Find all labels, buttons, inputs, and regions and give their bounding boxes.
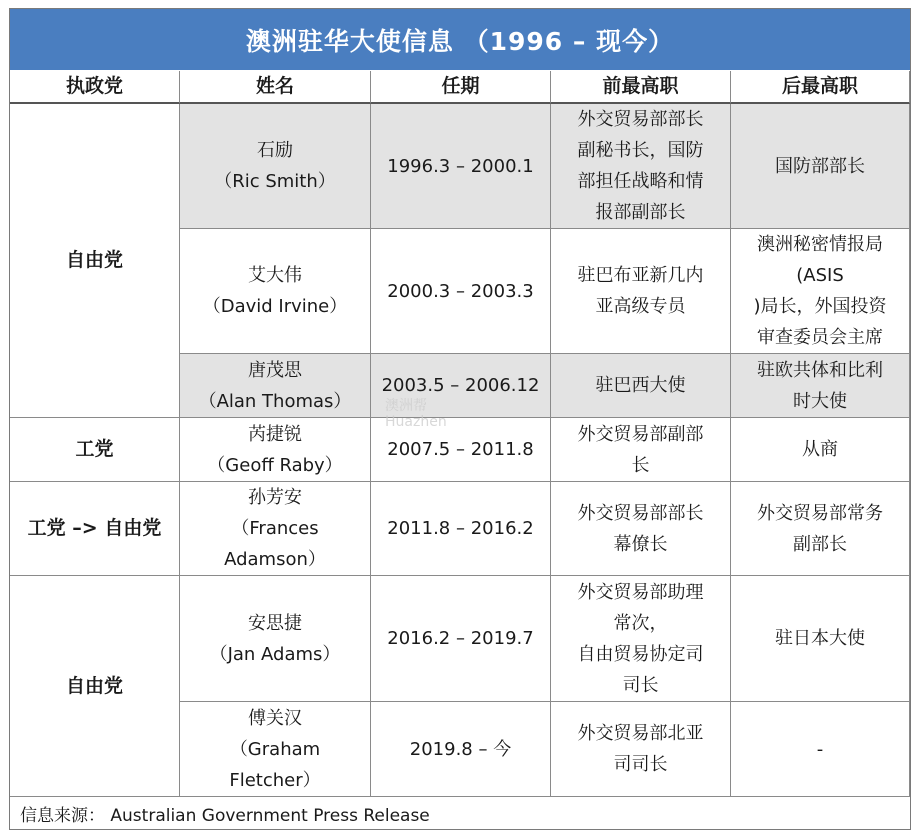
next-post-cell bbox=[731, 576, 910, 702]
party-cell: 工党 bbox=[10, 418, 180, 482]
next-post-cell bbox=[731, 104, 910, 229]
name-chinese: 傅关汉 bbox=[247, 707, 302, 729]
previous-post-line: 外交贸易部部长 bbox=[577, 109, 704, 130]
previous-post-cell bbox=[551, 576, 731, 702]
next-post bbox=[775, 151, 865, 182]
name-chinese: 安思捷 bbox=[248, 612, 302, 634]
previous-post-line: 亚高级专员 bbox=[595, 296, 686, 317]
next-post bbox=[757, 355, 883, 417]
previous-post-cell bbox=[551, 104, 731, 229]
term-cell: 1996.3 – 2000.1 bbox=[371, 104, 551, 229]
previous-post bbox=[578, 577, 704, 701]
previous-post bbox=[578, 260, 704, 322]
name-chinese: 芮捷锐 bbox=[247, 423, 302, 445]
ambassador-name-cell bbox=[180, 576, 371, 702]
previous-post bbox=[596, 370, 686, 401]
name-chinese: 孙芳安 bbox=[247, 487, 302, 508]
next-post-line: 外交贸易部常务 bbox=[757, 502, 883, 524]
previous-post bbox=[578, 419, 704, 481]
party-cell: 自由党 bbox=[10, 576, 180, 797]
previous-post bbox=[578, 718, 704, 780]
previous-post-line: 司长 bbox=[622, 674, 659, 696]
name-chinese: 唐茂思 bbox=[248, 359, 302, 381]
next-post-line: 驻日本大使 bbox=[775, 628, 865, 649]
next-post-line: 澳洲秘密情报局 bbox=[757, 234, 883, 255]
previous-post-line: 常次， bbox=[613, 612, 668, 634]
previous-post-line: 部担任战略和情 bbox=[577, 171, 704, 192]
ambassador-name-cell bbox=[180, 104, 371, 229]
previous-post-line: 驻巴布亚新几内 bbox=[577, 265, 704, 286]
next-post bbox=[775, 623, 865, 654]
name-english: （Jan Adams） bbox=[209, 643, 341, 665]
ambassador-name-cell bbox=[180, 418, 371, 482]
previous-post-cell bbox=[551, 354, 731, 418]
previous-post-line: 自由贸易协定司 bbox=[577, 643, 704, 665]
name-english: Fletcher） bbox=[229, 769, 321, 791]
next-post-cell bbox=[731, 482, 910, 576]
next-post-cell bbox=[731, 229, 910, 354]
previous-post-line: 长 bbox=[631, 454, 650, 476]
ambassador-name bbox=[203, 260, 348, 322]
next-post-cell bbox=[731, 418, 910, 482]
ambassador-name-cell bbox=[180, 702, 371, 797]
ambassador-name-cell bbox=[180, 229, 371, 354]
next-post bbox=[757, 498, 883, 560]
previous-post-line: 司司长 bbox=[613, 754, 668, 775]
next-post-cell bbox=[731, 702, 910, 797]
next-post-line: (ASIS bbox=[796, 265, 844, 286]
previous-post-line: 幕僚长 bbox=[613, 533, 668, 555]
name-english: （Alan Thomas） bbox=[198, 390, 352, 412]
ambassador-name bbox=[214, 135, 336, 197]
watermark-line: 澳洲帮 bbox=[385, 398, 427, 414]
ambassador-name-cell bbox=[180, 482, 371, 576]
ambassador-name bbox=[199, 355, 352, 417]
header-party: 执政党 bbox=[10, 71, 180, 104]
previous-post bbox=[578, 104, 704, 228]
ambassador-name bbox=[207, 419, 342, 481]
term-cell: 2007.5 – 2011.8 bbox=[371, 418, 551, 482]
header-previous-post: 前最高职 bbox=[551, 71, 731, 104]
source-note: 信息来源： Australian Government Press Release bbox=[10, 797, 910, 829]
term-cell: 2011.8 – 2016.2 bbox=[371, 482, 551, 576]
term-cell: 2000.3 – 2003.3 bbox=[371, 229, 551, 354]
next-post-line: - bbox=[816, 738, 824, 760]
previous-post-line: 外交贸易部副部 bbox=[577, 423, 704, 445]
previous-post-cell bbox=[551, 418, 731, 482]
next-post-line: 从商 bbox=[802, 439, 838, 460]
name-chinese: 石励 bbox=[257, 140, 293, 161]
previous-post-cell bbox=[551, 229, 731, 354]
previous-post-line: 报部副部长 bbox=[595, 202, 686, 223]
next-post-line: 国防部部长 bbox=[775, 155, 865, 177]
party-cell: 自由党 bbox=[10, 104, 180, 418]
previous-post-line: 驻巴西大使 bbox=[595, 375, 686, 396]
next-post bbox=[802, 434, 838, 465]
previous-post-line: 外交贸易部部长 bbox=[577, 502, 704, 524]
name-english: （Frances bbox=[231, 518, 319, 539]
name-english: （Geoff Raby） bbox=[207, 454, 343, 476]
ambassador-name bbox=[224, 482, 326, 575]
party-cell: 工党 –> 自由党 bbox=[10, 482, 180, 576]
ambassador-name-cell bbox=[180, 354, 371, 418]
previous-post-cell bbox=[551, 482, 731, 576]
table-title: 澳洲驻华大使信息 （1996 – 现今） bbox=[10, 9, 910, 70]
previous-post-line: 外交贸易部助理 bbox=[577, 581, 704, 603]
term-cell: 2016.2 – 2019.7 bbox=[371, 576, 551, 702]
header-name: 姓名 bbox=[180, 71, 371, 104]
next-post-line: )局长，外国投资 bbox=[753, 296, 887, 317]
previous-post-cell bbox=[551, 702, 731, 797]
header-term: 任期 bbox=[371, 71, 551, 104]
next-post bbox=[753, 229, 886, 353]
ambassador-name bbox=[210, 608, 341, 670]
next-post-cell bbox=[731, 354, 910, 418]
next-post bbox=[817, 734, 824, 765]
next-post-line: 时大使 bbox=[793, 390, 847, 412]
term-cell: 2019.8 – 今 bbox=[371, 702, 551, 797]
next-post-line: 驻欧共体和比利 bbox=[757, 359, 883, 381]
ambassador-name bbox=[229, 703, 320, 796]
next-post-line: 副部长 bbox=[793, 533, 847, 555]
name-english: （David Irvine） bbox=[202, 296, 348, 317]
previous-post-line: 副秘书长，国防 bbox=[577, 140, 704, 161]
name-chinese: 艾大伟 bbox=[247, 265, 302, 286]
name-english: Adamson） bbox=[224, 549, 326, 570]
name-english: （Ric Smith） bbox=[214, 171, 336, 192]
name-english: （Graham bbox=[229, 738, 321, 760]
watermark-line: Huazhen bbox=[385, 414, 447, 430]
header-next-post: 后最高职 bbox=[731, 71, 910, 104]
next-post-line: 审查委员会主席 bbox=[757, 327, 883, 348]
previous-post bbox=[578, 498, 704, 560]
previous-post-line: 外交贸易部北亚 bbox=[577, 723, 704, 744]
term-cell: 2003.5 – 2006.12 bbox=[371, 354, 551, 418]
